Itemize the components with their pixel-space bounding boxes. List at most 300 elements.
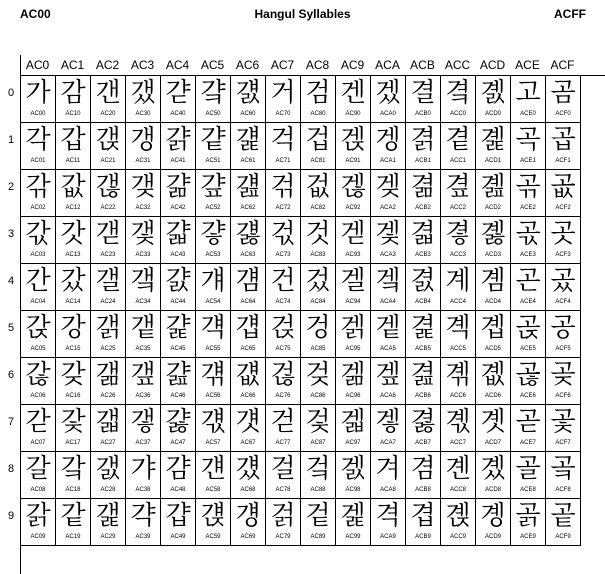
glyph: 겙: [340, 501, 366, 531]
code-point: AC43: [170, 252, 186, 258]
glyph-cell: [476, 170, 511, 217]
glyph: 걖: [200, 360, 226, 390]
code-point: AC53: [205, 252, 221, 258]
code-point: AC09: [30, 534, 46, 540]
glyph: 겠: [375, 78, 401, 108]
glyph: 것: [305, 219, 331, 249]
column-header: AC1: [60, 58, 85, 72]
glyph-cell: [126, 217, 161, 264]
glyph-cell: [371, 170, 406, 217]
glyph-cell: [546, 311, 581, 358]
glyph-cell: [476, 499, 511, 546]
glyph: 곸: [550, 454, 576, 484]
column-header: AC3: [130, 58, 155, 72]
code-point: ACF9: [555, 534, 571, 540]
code-point: ACD4: [484, 299, 501, 305]
glyph-cell: [441, 76, 476, 123]
code-point: ACD2: [484, 205, 501, 211]
glyph-cell: [476, 405, 511, 452]
row-label: 2: [7, 181, 15, 193]
glyph: 걧: [235, 407, 261, 437]
glyph-cell: [406, 452, 441, 499]
glyph-cell: [21, 264, 56, 311]
glyph: 갖: [60, 360, 86, 390]
code-point: ACB8: [415, 487, 431, 493]
glyph: 갗: [60, 407, 86, 437]
glyph: 겤: [375, 266, 401, 296]
glyph: 겓: [340, 219, 366, 249]
glyph-cell: [161, 264, 196, 311]
glyph: 걥: [235, 313, 261, 343]
code-point: AC25: [100, 346, 116, 352]
glyph-cell: [161, 499, 196, 546]
column-header: ACE: [515, 58, 540, 72]
code-point: AC80: [310, 111, 326, 117]
code-point: ACE6: [520, 393, 536, 399]
glyph-cell: [371, 311, 406, 358]
glyph: 갳: [130, 219, 156, 249]
glyph-cell: [336, 405, 371, 452]
glyph-cell: [231, 217, 266, 264]
code-point: AC16: [65, 393, 81, 399]
glyph: 곆: [445, 360, 471, 390]
code-point: AC12: [65, 205, 81, 211]
glyph-cell: [266, 217, 301, 264]
code-point: AC23: [100, 252, 116, 258]
glyph: 결: [410, 78, 436, 108]
glyph-cell: [301, 123, 336, 170]
code-point: AC98: [345, 487, 361, 493]
code-point: AC44: [170, 299, 186, 305]
glyph: 겈: [305, 454, 331, 484]
glyph-cell: [266, 170, 301, 217]
glyph-cell: [56, 311, 91, 358]
code-point: ACA4: [380, 299, 396, 305]
glyph-cell: [546, 123, 581, 170]
glyph: 걉: [165, 501, 191, 531]
glyph-cell: [21, 170, 56, 217]
column-header: AC2: [95, 58, 120, 72]
code-point: AC77: [275, 440, 291, 446]
code-point: ACD5: [484, 346, 501, 352]
glyph: 곲: [550, 172, 576, 202]
glyph-cell: [126, 499, 161, 546]
glyph: 곈: [445, 454, 471, 484]
glyph: 갤: [95, 266, 121, 296]
glyph-cell: [91, 311, 126, 358]
glyph-cell: [126, 405, 161, 452]
glyph: 걂: [165, 172, 191, 202]
glyph: 걷: [270, 407, 296, 437]
glyph: 곢: [515, 172, 541, 202]
code-point: AC52: [205, 205, 221, 211]
glyph: 검: [305, 78, 331, 108]
code-point: AC90: [345, 111, 361, 117]
code-point: AC67: [240, 440, 256, 446]
code-point: ACD3: [484, 252, 501, 258]
glyph-cell: [371, 76, 406, 123]
glyph: 겹: [410, 501, 436, 531]
code-point: AC04: [30, 299, 46, 305]
glyph: 곡: [515, 125, 541, 155]
glyph-cell: [196, 264, 231, 311]
code-point: AC22: [100, 205, 116, 211]
code-point: ACF0: [555, 111, 571, 117]
glyph: 겖: [340, 360, 366, 390]
glyph-cell: [546, 264, 581, 311]
code-point: ACC4: [449, 299, 466, 305]
glyph: 곉: [445, 501, 471, 531]
code-point: ACF3: [555, 252, 571, 258]
glyph-cell: [231, 311, 266, 358]
glyph-cell: [161, 217, 196, 264]
code-point: AC94: [345, 299, 361, 305]
glyph-cell: [266, 264, 301, 311]
glyph: 갉: [25, 501, 51, 531]
code-point: AC81: [310, 158, 326, 164]
glyph: 갅: [25, 313, 51, 343]
code-point: AC28: [100, 487, 116, 493]
code-point: ACA7: [380, 440, 396, 446]
code-point: ACC9: [449, 534, 466, 540]
glyph-cell: [196, 217, 231, 264]
glyph-cell: [371, 358, 406, 405]
glyph-cell: [511, 358, 546, 405]
glyph: 강: [60, 313, 86, 343]
glyph: 갴: [130, 266, 156, 296]
glyph: 겆: [305, 360, 331, 390]
code-point: AC69: [240, 534, 256, 540]
code-point: AC83: [310, 252, 326, 258]
glyph-cell: [91, 170, 126, 217]
glyph-cell: [126, 358, 161, 405]
row-label: 6: [7, 369, 15, 381]
column-header: ACF: [550, 58, 575, 72]
glyph: 갷: [130, 407, 156, 437]
glyph-cell: [441, 452, 476, 499]
glyph: 걵: [270, 313, 296, 343]
code-point: AC05: [30, 346, 46, 352]
glyph-cell: [511, 405, 546, 452]
code-point: ACB6: [415, 393, 431, 399]
column-header: AC4: [165, 58, 190, 72]
code-point: AC15: [65, 346, 81, 352]
glyph-cell: [161, 123, 196, 170]
glyph-cell: [371, 264, 406, 311]
glyph-cell: [161, 358, 196, 405]
glyph: 겧: [375, 407, 401, 437]
code-point: ACB5: [415, 346, 431, 352]
code-point: AC78: [275, 487, 291, 493]
glyph: 겉: [305, 501, 331, 531]
glyph-cell: [301, 76, 336, 123]
code-point: AC02: [30, 205, 46, 211]
glyph: 곁: [445, 125, 471, 155]
glyph: 걅: [165, 313, 191, 343]
glyph: 겒: [340, 172, 366, 202]
glyph-cell: [406, 499, 441, 546]
glyph: 걦: [235, 360, 261, 390]
glyph: 갔: [60, 266, 86, 296]
glyph: 겕: [340, 313, 366, 343]
glyph: 갣: [95, 219, 121, 249]
code-point: AC38: [135, 487, 151, 493]
code-point: AC59: [205, 534, 221, 540]
code-point: ACB3: [415, 252, 431, 258]
glyph: 겂: [305, 172, 331, 202]
code-point: ACF6: [555, 393, 571, 399]
code-point: AC75: [275, 346, 291, 352]
code-point: AC57: [205, 440, 221, 446]
glyph: 곴: [550, 266, 576, 296]
glyph: 같: [60, 501, 86, 531]
glyph-cell: [161, 170, 196, 217]
glyph: 값: [60, 172, 86, 202]
glyph: 갦: [95, 360, 121, 390]
glyph: 갡: [95, 125, 121, 155]
column-header: AC5: [200, 58, 225, 72]
glyph: 갢: [95, 172, 121, 202]
glyph: 겱: [410, 125, 436, 155]
glyph: 걤: [235, 266, 261, 296]
glyph-cell: [441, 311, 476, 358]
glyph: 겑: [340, 125, 366, 155]
code-point: ACE4: [520, 299, 536, 305]
glyph-cell: [266, 358, 301, 405]
glyph: 각: [25, 125, 51, 155]
code-point: ACB1: [415, 158, 431, 164]
glyph: 곧: [515, 407, 541, 437]
code-point: AC48: [170, 487, 186, 493]
code-point: AC24: [100, 299, 116, 305]
code-point: AC95: [345, 346, 361, 352]
glyph: 걈: [165, 454, 191, 484]
glyph-cell: [546, 452, 581, 499]
code-point: AC00: [30, 111, 46, 117]
glyph-cell: [336, 499, 371, 546]
code-point: AC36: [135, 393, 151, 399]
glyph: 갓: [60, 219, 86, 249]
code-point: ACC8: [449, 487, 466, 493]
glyph-cell: [56, 452, 91, 499]
glyph-cell: [266, 76, 301, 123]
glyph: 겔: [340, 266, 366, 296]
code-point: ACA8: [380, 487, 396, 493]
code-point: ACC2: [449, 205, 466, 211]
glyph: 걐: [200, 78, 226, 108]
glyph: 곘: [480, 454, 506, 484]
glyph: 갈: [25, 454, 51, 484]
glyph-cell: [196, 358, 231, 405]
code-point: AC34: [135, 299, 151, 305]
code-point: AC37: [135, 440, 151, 446]
code-point: ACB9: [415, 534, 431, 540]
code-point: AC62: [240, 205, 256, 211]
code-point: AC88: [310, 487, 326, 493]
code-point: AC33: [135, 252, 151, 258]
code-point: AC46: [170, 393, 186, 399]
glyph-cell: [476, 264, 511, 311]
code-point: AC29: [100, 534, 116, 540]
glyph: 곙: [480, 501, 506, 531]
code-point: AC63: [240, 252, 256, 258]
glyph: 격: [375, 501, 401, 531]
page-title: Hangul Syllables: [254, 7, 351, 21]
code-point: AC31: [135, 158, 151, 164]
glyph-cell: [301, 170, 336, 217]
code-point: ACA2: [380, 205, 396, 211]
glyph-cell: [336, 170, 371, 217]
glyph: 감: [60, 78, 86, 108]
glyph-cell: [371, 452, 406, 499]
range-start-label: AC00: [20, 7, 51, 21]
glyph: 걁: [165, 125, 191, 155]
glyph-cell: [231, 358, 266, 405]
code-point: ACC1: [449, 158, 466, 164]
glyph-cell: [476, 358, 511, 405]
glyph-cell: [336, 358, 371, 405]
code-point: AC70: [275, 111, 291, 117]
code-point: AC91: [345, 158, 361, 164]
glyph: 걲: [270, 172, 296, 202]
glyph-cell: [441, 499, 476, 546]
glyph-cell: [91, 76, 126, 123]
glyph: 걶: [270, 360, 296, 390]
glyph-cell: [441, 123, 476, 170]
glyph-cell: [161, 76, 196, 123]
glyph: 갵: [130, 313, 156, 343]
glyph: 공: [550, 313, 576, 343]
glyph: 걩: [235, 501, 261, 531]
glyph-cell: [196, 311, 231, 358]
glyph-cell: [21, 358, 56, 405]
glyph-cell: [196, 405, 231, 452]
glyph-cell: [231, 405, 266, 452]
column-header: ACC: [444, 58, 471, 72]
glyph: 곷: [550, 407, 576, 437]
glyph: 걄: [165, 266, 191, 296]
glyph-cell: [56, 499, 91, 546]
glyph-cell: [126, 123, 161, 170]
code-point: ACA1: [380, 158, 396, 164]
code-point: AC93: [345, 252, 361, 258]
glyph: 곐: [480, 78, 506, 108]
glyph: 곀: [445, 78, 471, 108]
glyph-cell: [21, 217, 56, 264]
code-point: ACD0: [484, 111, 501, 117]
code-point: AC30: [135, 111, 151, 117]
glyph: 걹: [270, 501, 296, 531]
code-point: AC27: [100, 440, 116, 446]
column-header: ACA: [375, 58, 400, 72]
glyph-cell: [546, 499, 581, 546]
glyph: 걠: [235, 78, 261, 108]
glyph: 걸: [270, 454, 296, 484]
glyph: 곔: [480, 266, 506, 296]
glyph-cell: [91, 405, 126, 452]
code-point: ACB7: [415, 440, 431, 446]
glyph: 곳: [550, 219, 576, 249]
glyph-cell: [126, 76, 161, 123]
code-point: AC68: [240, 487, 256, 493]
glyph: 걗: [200, 407, 226, 437]
code-point: ACD6: [484, 393, 501, 399]
glyph: 곱: [550, 125, 576, 155]
glyph-cell: [371, 405, 406, 452]
glyph: 겡: [375, 125, 401, 155]
code-point: ACD7: [484, 440, 501, 446]
glyph-cell: [301, 405, 336, 452]
code-point: AC11: [65, 158, 81, 164]
code-point: AC72: [275, 205, 291, 211]
code-point: AC42: [170, 205, 186, 211]
glyph-cell: [231, 123, 266, 170]
glyph-cell: [21, 311, 56, 358]
code-point: AC55: [205, 346, 221, 352]
column-header: ACB: [410, 58, 435, 72]
glyph-cell: [231, 76, 266, 123]
glyph: 갩: [95, 501, 121, 531]
glyph: 갸: [130, 454, 156, 484]
glyph: 곹: [550, 501, 576, 531]
glyph-cell: [266, 311, 301, 358]
column-header: ACD: [479, 58, 506, 72]
code-point: AC20: [100, 111, 116, 117]
glyph: 걒: [200, 172, 226, 202]
glyph-cell: [301, 311, 336, 358]
code-point: ACF8: [555, 487, 571, 493]
code-point: ACA6: [380, 393, 396, 399]
glyph: 골: [515, 454, 541, 484]
code-point: ACC0: [449, 111, 466, 117]
code-point: AC87: [310, 440, 326, 446]
glyph-cell: [21, 76, 56, 123]
code-point: ACC6: [449, 393, 466, 399]
glyph: 겣: [375, 219, 401, 249]
glyph-cell: [441, 170, 476, 217]
glyph: 곑: [480, 125, 506, 155]
code-point: AC58: [205, 487, 221, 493]
code-point: AC03: [30, 252, 46, 258]
glyph-cell: [91, 358, 126, 405]
glyph-cell: [546, 405, 581, 452]
code-point: AC10: [65, 111, 81, 117]
glyph: 걳: [270, 219, 296, 249]
glyph: 갇: [25, 407, 51, 437]
code-point: AC50: [205, 111, 221, 117]
code-point: AC61: [240, 158, 256, 164]
glyph-cell: [511, 76, 546, 123]
glyph-cell: [21, 452, 56, 499]
glyph-cell: [196, 123, 231, 170]
glyph: 갨: [95, 454, 121, 484]
glyph: 겲: [410, 172, 436, 202]
code-point: AC85: [310, 346, 326, 352]
column-header: AC0: [25, 58, 50, 72]
code-point: ACB0: [415, 111, 431, 117]
code-point: AC64: [240, 299, 256, 305]
code-point: ACE7: [520, 440, 536, 446]
glyph: 겁: [305, 125, 331, 155]
row-label: 3: [7, 228, 15, 240]
glyph-cell: [336, 311, 371, 358]
code-point: AC26: [100, 393, 116, 399]
glyph: 걙: [200, 501, 226, 531]
glyph-cell: [511, 170, 546, 217]
glyph-cell: [126, 311, 161, 358]
glyph-cell: [511, 123, 546, 170]
code-point: AC74: [275, 299, 291, 305]
